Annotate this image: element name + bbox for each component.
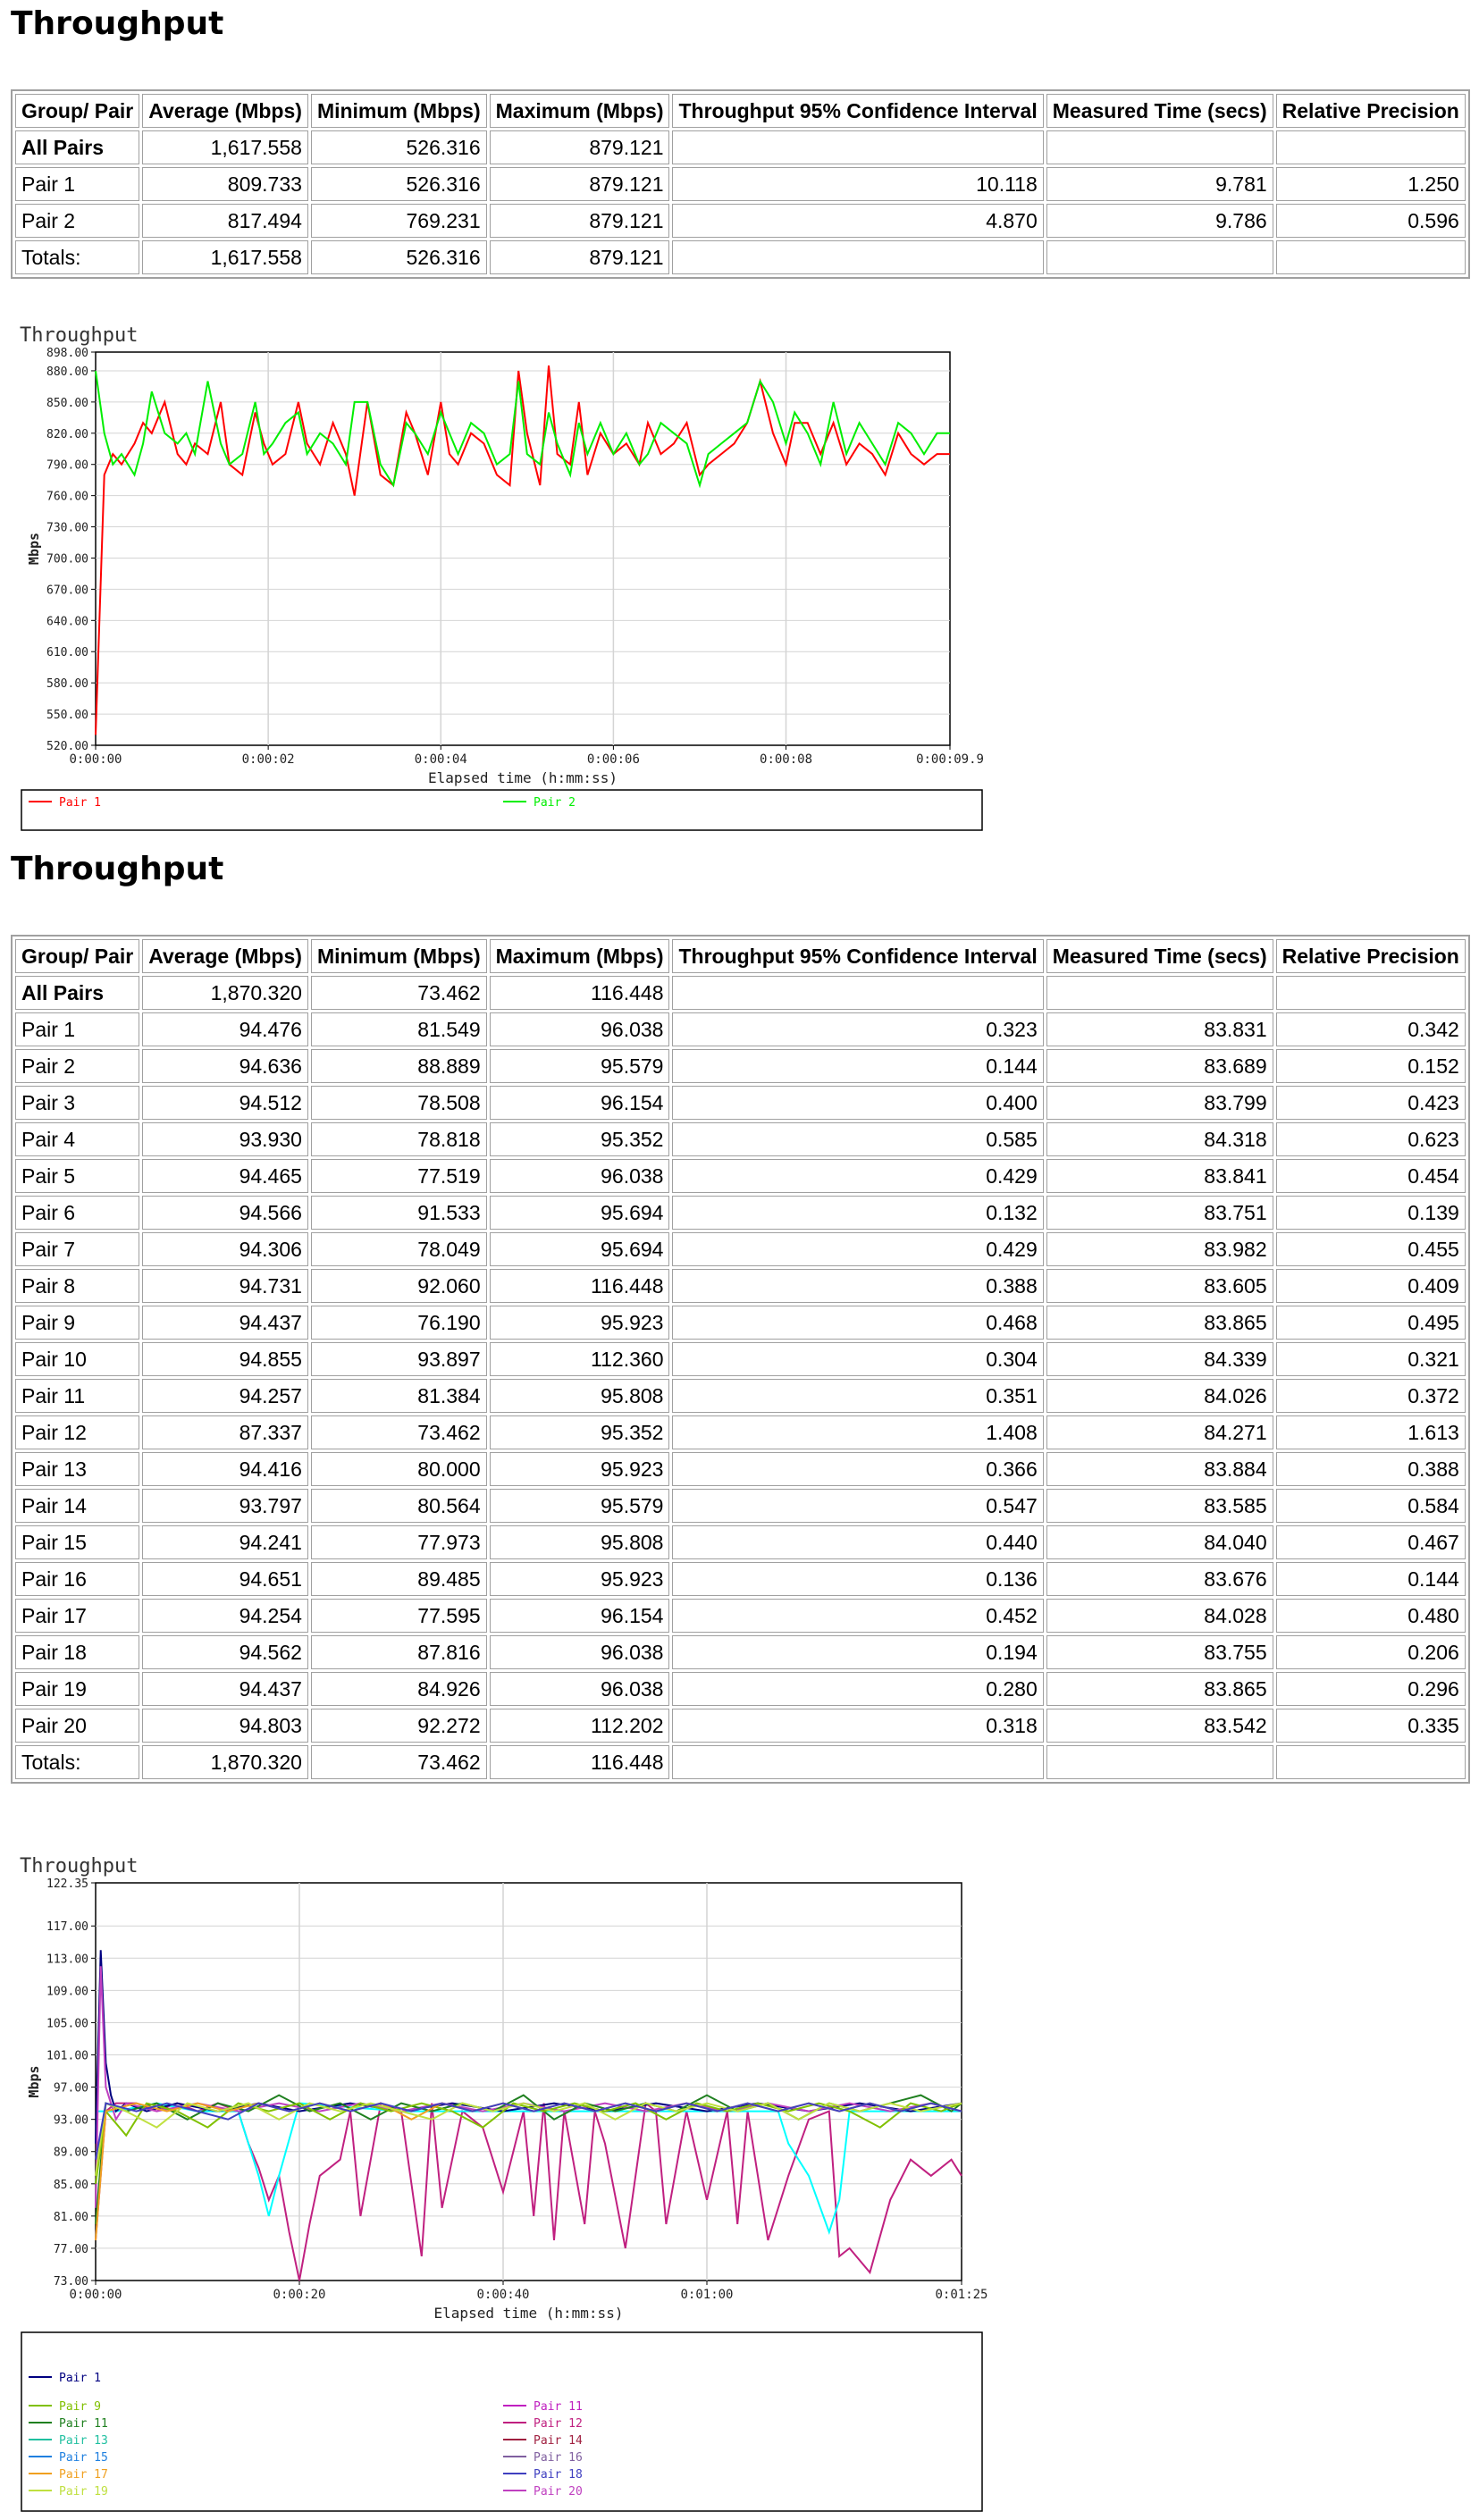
row-label: Pair 4 [15,1122,139,1156]
table-row [15,1159,1466,1193]
table-cell: 0.351 [672,1379,1043,1413]
table-cell: 83.982 [1046,1232,1273,1266]
x-axis-label: Elapsed time (h:mm:ss) [433,2305,624,2322]
table-cell [1046,1745,1273,1779]
throughput-chart-svg [0,315,1001,837]
row-label: Pair 15 [15,1525,139,1559]
table-cell: 95.808 [490,1379,670,1413]
column-header: Relative Precision [1276,94,1466,128]
table-row [15,1012,1466,1046]
column-header: Minimum (Mbps) [311,939,487,973]
legend-label: Pair 9 [59,2400,101,2414]
table-cell: 83.841 [1046,1159,1273,1193]
table-cell: 0.596 [1276,204,1466,238]
legend-label: Pair 15 [59,2451,108,2465]
table-cell: 83.585 [1046,1489,1273,1523]
table-cell: 0.585 [672,1122,1043,1156]
table-cell: 0.480 [1276,1599,1466,1633]
table-cell: 0.318 [672,1709,1043,1743]
table-cell: 94.437 [142,1306,308,1340]
legend-label: Pair 17 [59,2468,108,2482]
y-tick-label: 850.00 [46,396,88,410]
table-cell [1046,240,1273,274]
section-heading: Throughput [11,851,224,887]
table-cell: 0.623 [1276,1122,1466,1156]
row-label: Pair 2 [15,1049,139,1083]
table-cell [672,240,1043,274]
table-cell: 96.038 [490,1012,670,1046]
table-cell: 95.808 [490,1525,670,1559]
y-tick-label: 670.00 [46,584,88,598]
row-label: Pair 18 [15,1635,139,1669]
table-cell: 95.579 [490,1049,670,1083]
legend-label: Pair 11 [534,2400,583,2414]
table-cell: 0.139 [1276,1196,1466,1230]
table-cell: 73.462 [311,1415,487,1449]
row-label: Pair 1 [15,167,139,201]
table-cell: 769.231 [311,204,487,238]
column-header: Throughput 95% Confidence Interval [672,94,1043,128]
table-cell: 0.468 [672,1306,1043,1340]
table-cell: 0.321 [1276,1342,1466,1376]
table-cell: 80.000 [311,1452,487,1486]
section-heading: Throughput [11,5,224,42]
x-tick-label: 0:01:00 [680,2288,734,2302]
y-tick-label: 89.00 [53,2146,88,2160]
chart-title: Throughput [20,324,139,347]
row-label: Pair 5 [15,1159,139,1193]
table-cell: 95.352 [490,1415,670,1449]
table-cell: 83.605 [1046,1269,1273,1303]
table-cell: 10.118 [672,167,1043,201]
table-cell: 83.884 [1046,1452,1273,1486]
table-cell: 0.194 [672,1635,1043,1669]
table-cell: 94.416 [142,1452,308,1486]
table-cell: 0.342 [1276,1012,1466,1046]
table-cell: 116.448 [490,1745,670,1779]
x-tick-label: 0:00:04 [414,752,467,767]
table-row [15,1086,1466,1120]
table-cell: 73.462 [311,1745,487,1779]
table-cell: 1,617.558 [142,240,308,274]
x-tick-label: 0:00:09.9 [916,752,984,767]
x-tick-label: 0:01:25 [935,2288,988,2302]
y-tick-label: 101.00 [46,2049,88,2063]
row-label: Pair 12 [15,1415,139,1449]
table-cell: 84.028 [1046,1599,1273,1633]
table-row [15,1049,1466,1083]
table-cell: 0.454 [1276,1159,1466,1193]
x-axis-label: Elapsed time (h:mm:ss) [428,769,618,786]
table-cell: 96.154 [490,1599,670,1633]
table-cell: 112.360 [490,1342,670,1376]
y-tick-label: 97.00 [53,2081,88,2096]
table-cell: 77.519 [311,1159,487,1193]
throughput-chart-svg [0,1836,1001,2516]
y-tick-label: 880.00 [46,365,88,379]
table-cell [1046,130,1273,164]
legend-box [21,2332,982,2511]
table-cell: 94.803 [142,1709,308,1743]
table-cell: 0.429 [672,1232,1043,1266]
plot-area [96,1883,962,2281]
y-tick-label: 117.00 [46,1920,88,1935]
table-cell: 4.870 [672,204,1043,238]
table-row [15,130,1466,164]
table-cell: 879.121 [490,130,670,164]
table-row [15,1525,1466,1559]
table-cell: 0.584 [1276,1489,1466,1523]
table-cell: 809.733 [142,167,308,201]
table-cell: 83.755 [1046,1635,1273,1669]
column-header: Minimum (Mbps) [311,94,487,128]
table-cell: 0.409 [1276,1269,1466,1303]
table-cell: 87.337 [142,1415,308,1449]
table-row [15,1415,1466,1449]
table-cell: 879.121 [490,240,670,274]
x-tick-label: 0:00:06 [586,752,640,767]
x-tick-label: 0:00:02 [241,752,295,767]
column-header: Average (Mbps) [142,94,308,128]
table-cell: 0.495 [1276,1306,1466,1340]
table-row [15,1232,1466,1266]
table-cell: 94.476 [142,1012,308,1046]
table-cell: 94.241 [142,1525,308,1559]
table-header-row [15,94,1466,128]
table-cell: 96.038 [490,1635,670,1669]
table-cell: 0.304 [672,1342,1043,1376]
y-tick-label: 520.00 [46,740,88,753]
table-cell: 93.897 [311,1342,487,1376]
row-label: Pair 8 [15,1269,139,1303]
table-row [15,1379,1466,1413]
table-cell: 94.636 [142,1049,308,1083]
table-cell: 84.318 [1046,1122,1273,1156]
table-row [15,1452,1466,1486]
table-cell: 0.152 [1276,1049,1466,1083]
table-cell: 1.613 [1276,1415,1466,1449]
table-cell: 84.026 [1046,1379,1273,1413]
table-cell: 94.254 [142,1599,308,1633]
table-cell: 0.296 [1276,1672,1466,1706]
table-cell: 95.694 [490,1232,670,1266]
table-cell: 0.547 [672,1489,1043,1523]
table-cell: 84.040 [1046,1525,1273,1559]
table-cell: 76.190 [311,1306,487,1340]
table-cell: 879.121 [490,204,670,238]
column-header: Group/ Pair [15,94,139,128]
table-header-row [15,939,1466,973]
y-tick-label: 550.00 [46,709,88,723]
column-header: Group/ Pair [15,939,139,973]
table-cell: 93.930 [142,1122,308,1156]
table-cell: 73.462 [311,976,487,1010]
throughput-chart [0,1836,1001,2520]
table-row [15,976,1466,1010]
y-tick-label: 700.00 [46,552,88,567]
y-tick-label: 790.00 [46,458,88,473]
table-cell: 95.923 [490,1452,670,1486]
row-label: Pair 7 [15,1232,139,1266]
table-row [15,1562,1466,1596]
table-row [15,1635,1466,1669]
column-header: Measured Time (secs) [1046,939,1273,973]
table-cell: 0.388 [1276,1452,1466,1486]
table-cell: 0.335 [1276,1709,1466,1743]
table-row [15,1672,1466,1706]
table-row [15,1196,1466,1230]
legend-label: Pair 2 [534,796,576,810]
table-cell: 0.388 [672,1269,1043,1303]
y-tick-label: 580.00 [46,677,88,692]
table-cell: 0.440 [672,1525,1043,1559]
table-cell: 526.316 [311,130,487,164]
column-header: Measured Time (secs) [1046,94,1273,128]
table-cell: 94.512 [142,1086,308,1120]
table-cell: 83.676 [1046,1562,1273,1596]
table-cell: 96.038 [490,1672,670,1706]
table-cell: 94.257 [142,1379,308,1413]
legend-label: Pair 19 [59,2485,108,2499]
legend-label: Pair 11 [59,2417,108,2431]
table-cell: 83.689 [1046,1049,1273,1083]
table-cell: 116.448 [490,976,670,1010]
table-cell: 93.797 [142,1489,308,1523]
table-row [15,167,1466,201]
legend-box [21,790,982,830]
table-cell: 9.786 [1046,204,1273,238]
row-label: Pair 11 [15,1379,139,1413]
table-cell: 87.816 [311,1635,487,1669]
table-cell: 817.494 [142,204,308,238]
table-cell: 78.818 [311,1122,487,1156]
y-tick-label: 77.00 [53,2242,88,2256]
table-cell: 0.144 [672,1049,1043,1083]
row-label: Pair 2 [15,204,139,238]
table-cell: 96.154 [490,1086,670,1120]
column-header: Maximum (Mbps) [490,939,670,973]
row-label: All Pairs [15,976,139,1010]
table-cell: 83.831 [1046,1012,1273,1046]
row-label: Pair 1 [15,1012,139,1046]
y-axis-label: Mbps [26,2065,42,2098]
table-row [15,1122,1466,1156]
table-cell [1276,130,1466,164]
table-cell: 0.467 [1276,1525,1466,1559]
table-cell: 526.316 [311,167,487,201]
row-label: Pair 20 [15,1709,139,1743]
table-cell: 84.271 [1046,1415,1273,1449]
y-tick-label: 93.00 [53,2113,88,2128]
x-tick-label: 0:00:40 [476,2288,530,2302]
table-row [15,1599,1466,1633]
table-cell: 95.694 [490,1196,670,1230]
row-label: All Pairs [15,130,139,164]
table-cell: 80.564 [311,1489,487,1523]
y-tick-label: 640.00 [46,615,88,629]
throughput-chart [0,315,1001,842]
table-row [15,1342,1466,1376]
legend-label: Pair 1 [59,796,101,810]
throughput-table [11,935,1470,1784]
table-cell: 94.437 [142,1672,308,1706]
table-cell: 91.533 [311,1196,487,1230]
table-cell: 81.384 [311,1379,487,1413]
table-cell: 0.132 [672,1196,1043,1230]
table-cell: 526.316 [311,240,487,274]
legend-label: Pair 1 [59,2372,101,2385]
table-cell: 92.060 [311,1269,487,1303]
y-axis-label: Mbps [26,532,42,566]
row-label: Pair 17 [15,1599,139,1633]
throughput-table [11,89,1470,279]
table-cell: 77.973 [311,1525,487,1559]
row-label: Pair 13 [15,1452,139,1486]
x-tick-label: 0:00:20 [273,2288,326,2302]
table-cell: 83.865 [1046,1672,1273,1706]
table-cell: 88.889 [311,1049,487,1083]
table-row [15,1306,1466,1340]
table-row [15,204,1466,238]
y-tick-label: 113.00 [46,1953,88,1967]
table-row [15,1269,1466,1303]
table-cell: 92.272 [311,1709,487,1743]
table-cell: 78.508 [311,1086,487,1120]
table-cell: 84.339 [1046,1342,1273,1376]
table-cell: 0.372 [1276,1379,1466,1413]
column-header: Relative Precision [1276,939,1466,973]
table-cell: 94.306 [142,1232,308,1266]
table-row [15,1745,1466,1779]
table-cell: 0.423 [1276,1086,1466,1120]
table-cell: 0.136 [672,1562,1043,1596]
y-tick-label: 73.00 [53,2275,88,2289]
table-cell: 83.751 [1046,1196,1273,1230]
row-label: Pair 19 [15,1672,139,1706]
y-tick-label: 820.00 [46,427,88,441]
column-header: Throughput 95% Confidence Interval [672,939,1043,973]
table-cell: 89.485 [311,1562,487,1596]
table-cell: 9.781 [1046,167,1273,201]
table-cell: 94.651 [142,1562,308,1596]
table-cell: 95.923 [490,1562,670,1596]
table-cell: 1,617.558 [142,130,308,164]
x-tick-label: 0:00:00 [69,752,122,767]
y-tick-label: 105.00 [46,2017,88,2031]
row-label: Pair 14 [15,1489,139,1523]
row-label: Pair 9 [15,1306,139,1340]
table-cell: 0.144 [1276,1562,1466,1596]
table-cell [1276,240,1466,274]
table-cell [1046,976,1273,1010]
legend-label: Pair 13 [59,2434,108,2448]
table-cell: 78.049 [311,1232,487,1266]
table-cell: 1.250 [1276,167,1466,201]
table-cell: 1.408 [672,1415,1043,1449]
row-label: Totals: [15,240,139,274]
row-label: Pair 6 [15,1196,139,1230]
legend-label: Pair 18 [534,2468,583,2482]
table-cell: 0.429 [672,1159,1043,1193]
table-cell: 0.452 [672,1599,1043,1633]
column-header: Average (Mbps) [142,939,308,973]
table-cell: 0.366 [672,1452,1043,1486]
table-row [15,240,1466,274]
legend-label: Pair 20 [534,2485,583,2499]
table-cell: 95.923 [490,1306,670,1340]
row-label: Totals: [15,1745,139,1779]
table-cell: 94.731 [142,1269,308,1303]
table-cell [1276,1745,1466,1779]
y-tick-label: 610.00 [46,646,88,660]
legend-label: Pair 12 [534,2417,583,2431]
table-cell: 96.038 [490,1159,670,1193]
table-cell: 879.121 [490,167,670,201]
y-tick-label: 730.00 [46,521,88,535]
table-cell: 83.542 [1046,1709,1273,1743]
table-cell: 0.400 [672,1086,1043,1120]
table-cell: 94.566 [142,1196,308,1230]
y-tick-label: 122.35 [46,1877,88,1891]
row-label: Pair 10 [15,1342,139,1376]
table-row [15,1489,1466,1523]
table-cell [672,1745,1043,1779]
table-cell: 94.562 [142,1635,308,1669]
y-tick-label: 898.00 [46,347,88,360]
table-cell: 116.448 [490,1269,670,1303]
x-tick-label: 0:00:08 [760,752,813,767]
table-cell: 0.323 [672,1012,1043,1046]
table-cell: 1,870.320 [142,976,308,1010]
row-label: Pair 3 [15,1086,139,1120]
table-cell [1276,976,1466,1010]
x-tick-label: 0:00:00 [69,2288,122,2302]
table-cell: 95.579 [490,1489,670,1523]
table-cell: 77.595 [311,1599,487,1633]
table-cell [672,976,1043,1010]
table-cell: 0.206 [1276,1635,1466,1669]
legend-label: Pair 14 [534,2434,583,2448]
table-cell: 94.465 [142,1159,308,1193]
table-row [15,1709,1466,1743]
table-cell: 0.455 [1276,1232,1466,1266]
table-cell: 83.799 [1046,1086,1273,1120]
y-tick-label: 85.00 [53,2178,88,2192]
table-cell: 81.549 [311,1012,487,1046]
table-cell: 1,870.320 [142,1745,308,1779]
table-cell: 94.855 [142,1342,308,1376]
table-cell: 112.202 [490,1709,670,1743]
table-cell: 0.280 [672,1672,1043,1706]
chart-title: Throughput [20,1855,139,1877]
y-tick-label: 760.00 [46,490,88,504]
row-label: Pair 16 [15,1562,139,1596]
y-tick-label: 81.00 [53,2210,88,2224]
legend-label: Pair 16 [534,2451,583,2465]
table-cell [672,130,1043,164]
table-cell: 84.926 [311,1672,487,1706]
table-cell: 83.865 [1046,1306,1273,1340]
column-header: Maximum (Mbps) [490,94,670,128]
y-tick-label: 109.00 [46,1985,88,1999]
table-cell: 95.352 [490,1122,670,1156]
